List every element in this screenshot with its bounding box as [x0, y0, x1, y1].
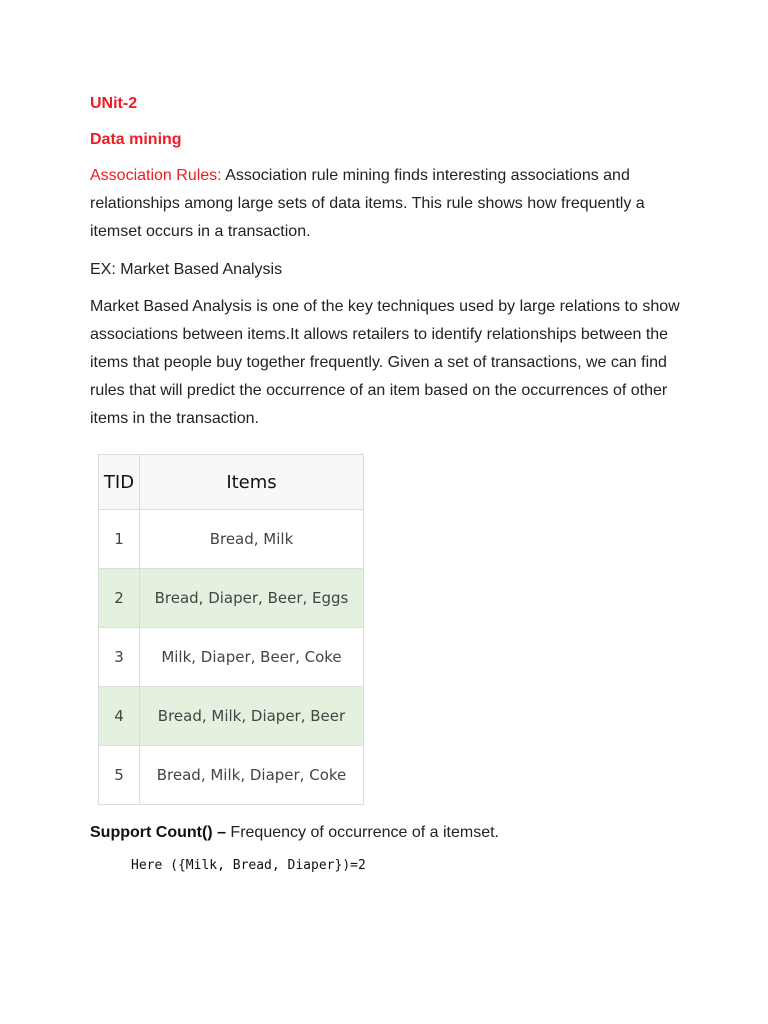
support-count-text: Frequency of occurrence of a itemset.	[225, 824, 499, 841]
association-rules-text: Association rule mining finds interesting associations and relationships among large sets of data items. This rule shows how frequently a itemset occurs in a transaction.	[90, 167, 645, 240]
tid-cell: 5	[99, 746, 140, 805]
items-cell: Bread, Milk	[140, 510, 364, 569]
table-row	[99, 628, 364, 687]
table-row	[99, 687, 364, 746]
header-items: Items	[140, 455, 364, 510]
table-row	[99, 569, 364, 628]
items-cell: Bread, Diaper, Beer, Eggs	[140, 569, 364, 628]
items-cell: Bread, Milk, Diaper, Coke	[140, 746, 364, 805]
unit-title: UNit-2	[90, 95, 138, 112]
tid-cell: 4	[99, 687, 140, 746]
items-cell: Milk, Diaper, Beer, Coke	[140, 628, 364, 687]
items-cell: Bread, Milk, Diaper, Beer	[140, 687, 364, 746]
association-rules-label: Association Rules:	[90, 167, 222, 184]
support-count-example: Here ({Milk, Bread, Diaper})=2	[131, 858, 366, 873]
tid-cell: 2	[99, 569, 140, 628]
transactions-table	[98, 454, 364, 805]
header-tid: TID	[99, 455, 140, 510]
section-title: Data mining	[90, 131, 182, 148]
support-count-line	[90, 820, 499, 846]
market-analysis-paragraph: Market Based Analysis is one of the key techniques used by large relations to show associations between items.It allows retailers to identify relationships between the items that people buy together frequently. Given a set of transactions, we can find rules that will predict the occurrence of an item based on the occurrences of other items in the transaction.	[90, 298, 680, 427]
tid-cell: 3	[99, 628, 140, 687]
table-row	[99, 746, 364, 805]
association-rules-paragraph	[90, 162, 690, 246]
tid-cell: 1	[99, 510, 140, 569]
table-header-row	[99, 455, 364, 510]
support-count-label: Support Count() –	[90, 824, 226, 841]
table-row	[99, 510, 364, 569]
example-heading: EX: Market Based Analysis	[90, 261, 283, 278]
